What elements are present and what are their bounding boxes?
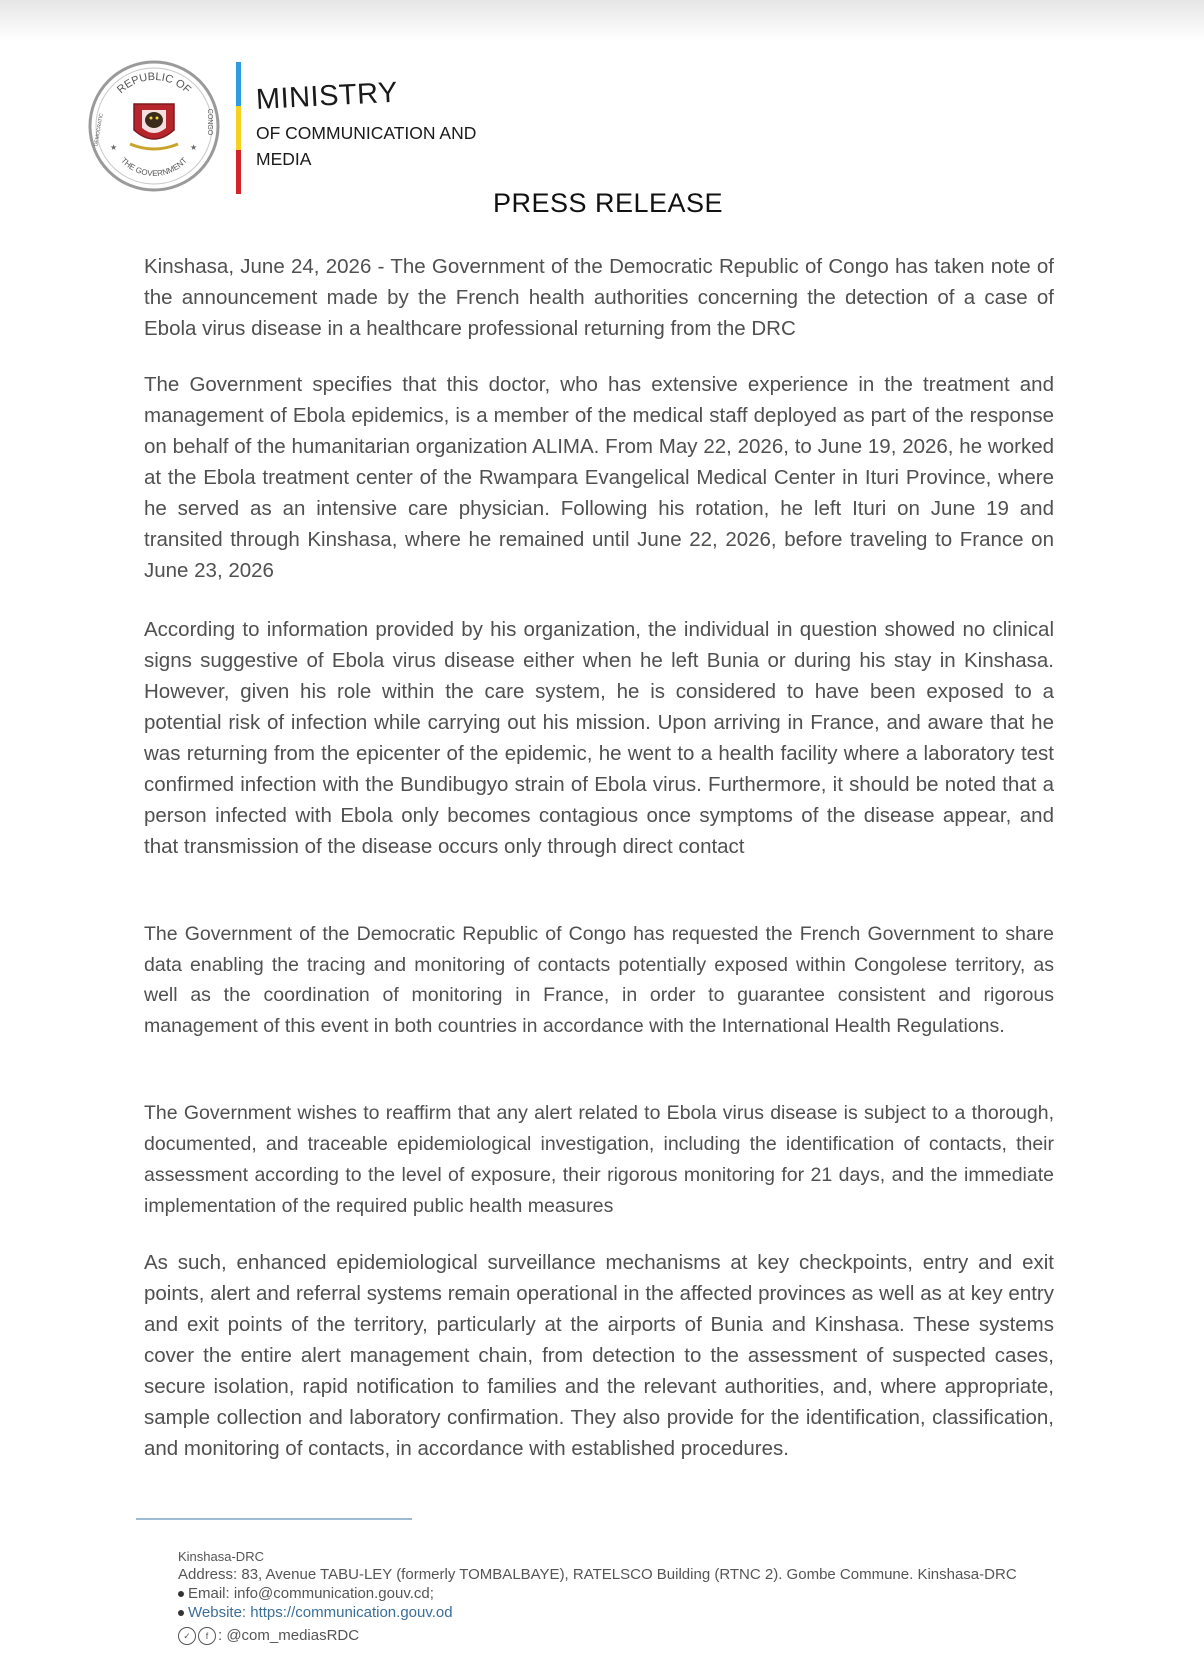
footer <box>178 1548 1058 1645</box>
svg-text:★: ★ <box>110 143 118 152</box>
footer-website-link[interactable]: https://communication.gouv.od <box>250 1604 453 1621</box>
facebook-icon[interactable]: f <box>198 1627 216 1645</box>
ministry-title: MINISTRY <box>255 76 399 116</box>
footer-website-row <box>178 1603 1058 1622</box>
footer-address: Address: 83, Avenue TABU-LEY (formerly TOMBALBAYE), RATELSCO Building (RTNC 2). Gombe Commune. Kinshasa-DRC <box>178 1566 1017 1583</box>
flag-color-bar <box>236 62 241 194</box>
paragraph-data-request: The Government of the Democratic Republic of Congo has requested the French Government to share data enabling the tracing and monitoring of contacts potentially exposed within Congolese territory, as well as the coordination of monitoring in France, in order to guarantee consistent and rigorous management of this event in both countries in accordance with the International Health Regulations. <box>144 923 1054 1037</box>
footer-divider <box>136 1518 412 1520</box>
twitter-icon[interactable]: ✓ <box>178 1627 196 1645</box>
paragraph-doctor-details: The Government specifies that this doctor, who has extensive experience in the treatment and management of Ebola epidemics, is a member of the medical staff deployed as part of the response on behalf of the humanitarian organization ALIMA. From May 22, 2026, to June 19, 2026, he worked at the Ebola treatment center of the Rwampara Evangelical Medical Center in Ituri Province, where he served as an intensive care physician. Following his rotation, he left Ituri on June 19 and transited through Kinshasa, where he remained until June 22, 2026, before traveling to France on June 23, 2026 <box>144 373 1054 582</box>
ministry-subtitle: OF COMMUNICATION AND MEDIA <box>256 123 477 169</box>
paragraph-surveillance: As such, enhanced epidemiological surveillance mechanisms at key checkpoints, entry and exit points, alert and referral systems remain operational in the affected provinces as well as at key entry and exit points of the territory, particularly at the airports of Bunia and Kinshasa. These systems cover the entire alert management chain, from detection to the assessment of suspected cases, secure isolation, rapid notification to families and the relevant authorities, and, where appropriate, sample collection and laboratory confirmation. They also provide for the identification, classification, and monitoring of contacts, in accordance with established procedures. <box>144 1251 1054 1460</box>
footer-social-handle[interactable]: : @com_mediasRDC <box>218 1627 360 1644</box>
seal-text-right: CONGO <box>206 108 213 136</box>
svg-text:★: ★ <box>190 143 198 152</box>
footer-email-row <box>178 1584 1058 1603</box>
seal-text-top: REPUBLIC OF <box>115 70 194 97</box>
seal-text-left: DEMOCRATIC <box>93 112 105 147</box>
footer-email[interactable]: Email: info@communication.gouv.cd; <box>188 1585 434 1602</box>
footer-city: Kinshasa-DRC <box>178 1549 264 1564</box>
government-seal-logo <box>86 58 222 194</box>
footer-website-label: Website: <box>188 1604 251 1621</box>
email-bullet-icon <box>178 1591 184 1597</box>
website-bullet-icon <box>178 1610 184 1616</box>
paragraph-investigation: The Government wishes to reaffirm that any alert related to Ebola virus disease is subject to a thorough, documented, and traceable epidemiological investigation, including the identification of contacts, their assessment according to the level of exposure, their rigorous monitoring for 21 days, and the immediate implementation of the required public health measures <box>144 1102 1054 1217</box>
footer-social-row <box>178 1626 1058 1645</box>
seal-text-bottom: THE GOVERNMENT <box>119 155 189 179</box>
press-release-title: PRESS RELEASE <box>492 188 724 218</box>
top-shade <box>0 0 1204 40</box>
paragraph-announcement: Kinshasa, June 24, 2026 - The Government of the Democratic Republic of Congo has taken note of the announcement made by the French health authorities concerning the detection of a case of Ebola virus disease in a healthcare professional returning from the DRC <box>144 255 1054 340</box>
paragraph-clinical-signs: According to information provided by his organization, the individual in question showed no clinical signs suggestive of Ebola virus disease either when he left Bunia or during his stay in Kinshasa. However, given his role within the care system, he is considered to have been exposed to a potential risk of infection while carrying out his mission. Upon arriving in France, and aware that he was returning from the epicenter of the epidemic, he went to a health facility where a laboratory test confirmed infection with the Bundibugyo strain of Ebola virus. Furthermore, it should be noted that a person infected with Ebola only becomes contagious once symptoms of the disease appear, and that transmission of the disease occurs only through direct contact <box>144 618 1054 858</box>
